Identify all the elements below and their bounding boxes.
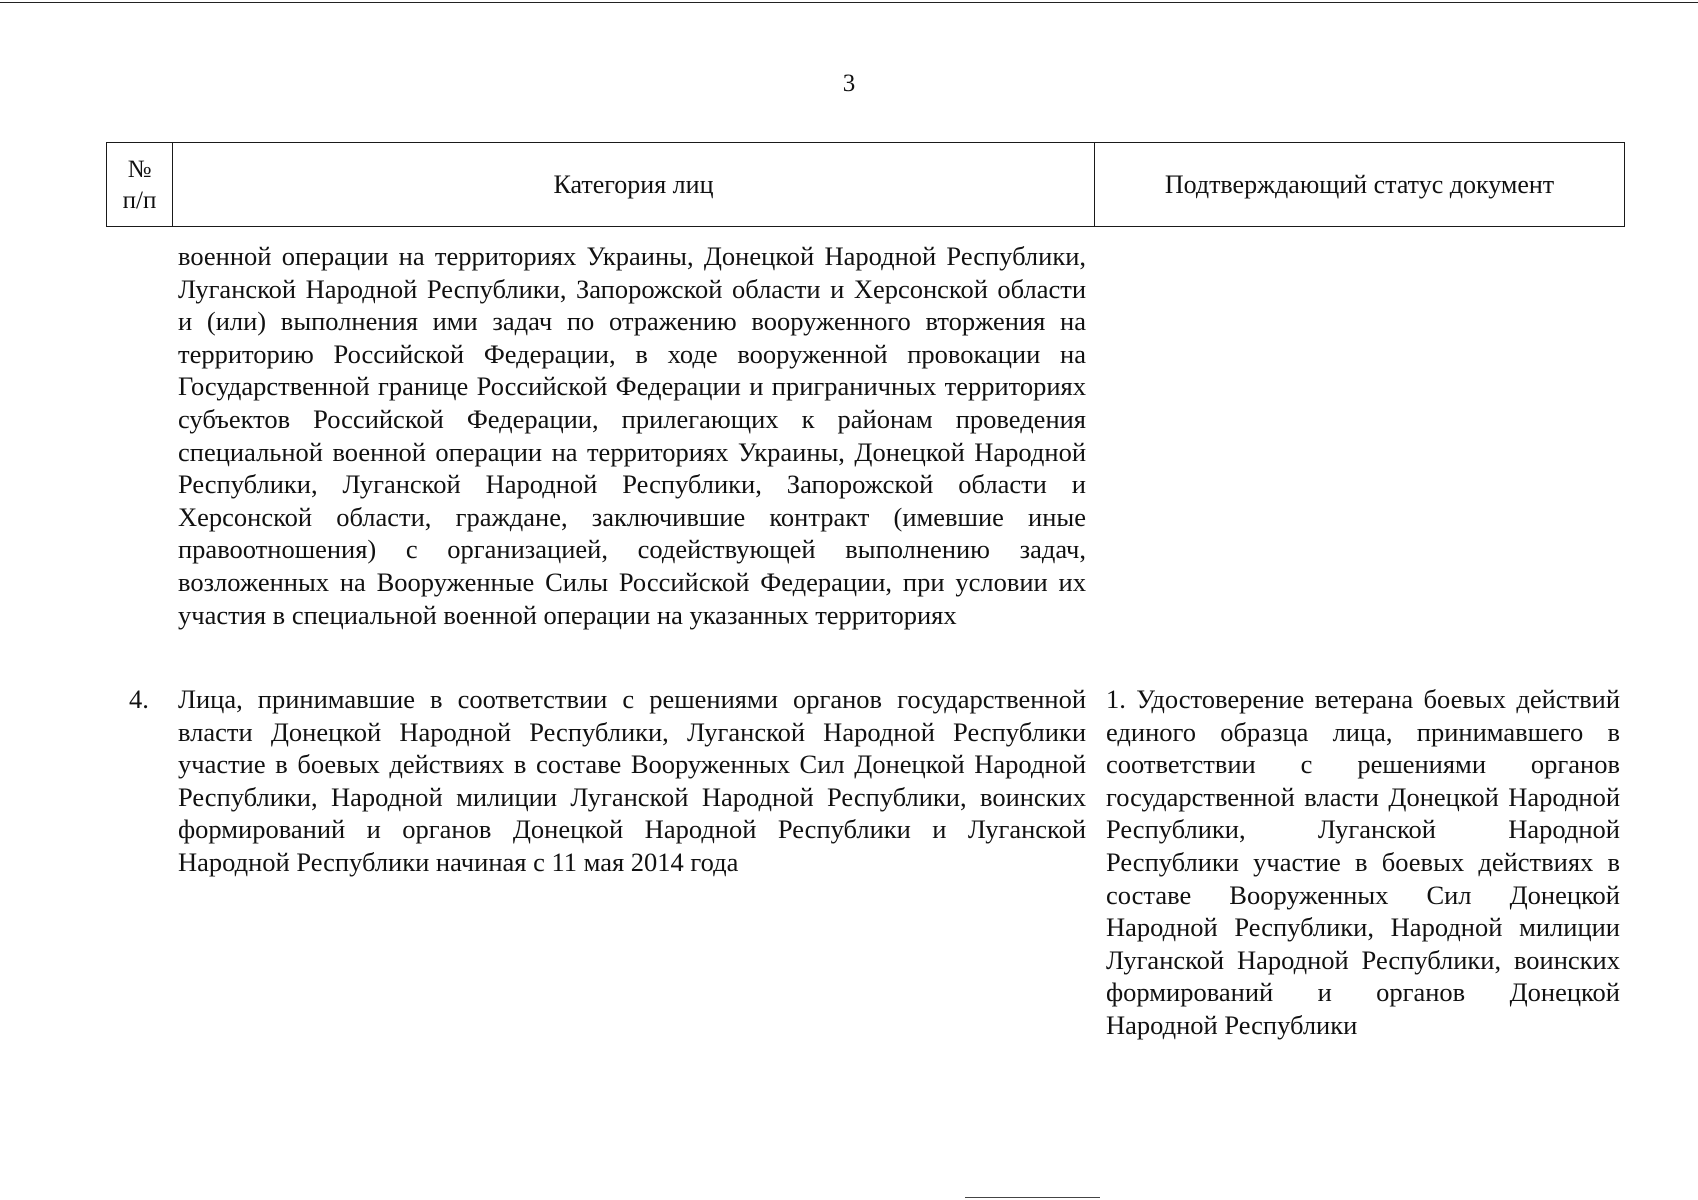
table-header	[106, 142, 1625, 227]
header-document-column: Подтверждающий статус документ	[1164, 169, 1555, 199]
page-number: 3	[842, 70, 856, 97]
header-number-line1: №	[127, 155, 152, 183]
row-4-document: 1. Удостоверение ветерана боевых действий единого образца лица, принимавшего в соответствии с решениями органов государственной власти Донецкой Народной Республики, Луганской Народной Республики участие в боевых действиях в составе Вооруженных Сил Донецкой Народной Республики, Народной милиции Луганской Народной Республики, воинских формирований и органов Донецкой Народной Республики	[1106, 684, 1620, 1040]
row-4-number: 4.	[129, 684, 149, 714]
header-number-column	[107, 143, 173, 226]
row-3-category-continuation: военной операции на территориях Украины, Донецкой Народной Республики, Луганской Народной Республики, Запорожской области и Херсонской области и (или) выполнения ими задач по отражению вооруженного вторжения на территорию Российской Федерации, в ходе вооруженной провокации на Государственной границе Российской Федерации и приграничных территориях субъектов Российской Федерации, прилегающих к районам проведения специальной военной операции на территориях Украины, Донецкой Народной Республики, Луганской Народной Республики, Запорожской области и Херсонской области, граждане, заключившие контракт (имевшие иные правоотношения) с организацией, содействующей выполнению задач, возложенных на Вооруженные Силы Российской Федерации, при условии их участия в специальной военной операции на указанных территориях	[178, 241, 1086, 630]
row-4-category: Лица, принимавшие в соответствии с решениями органов государственной власти Донецкой Народной Республики, Луганской Народной Республики участие в боевых действиях в составе Вооруженных Сил Донецкой Народной Республики, Народной милиции Луганской Народной Республики, воинских формирований и органов Донецкой Народной Республики и Луганской Народной Республики начиная с 11 мая 2014 года	[178, 684, 1086, 877]
header-number-line2: п/п	[122, 186, 157, 214]
top-edge-rule	[0, 2, 1698, 3]
header-category-column: Категория лиц	[173, 143, 1095, 226]
bottom-rule	[965, 1197, 1100, 1198]
